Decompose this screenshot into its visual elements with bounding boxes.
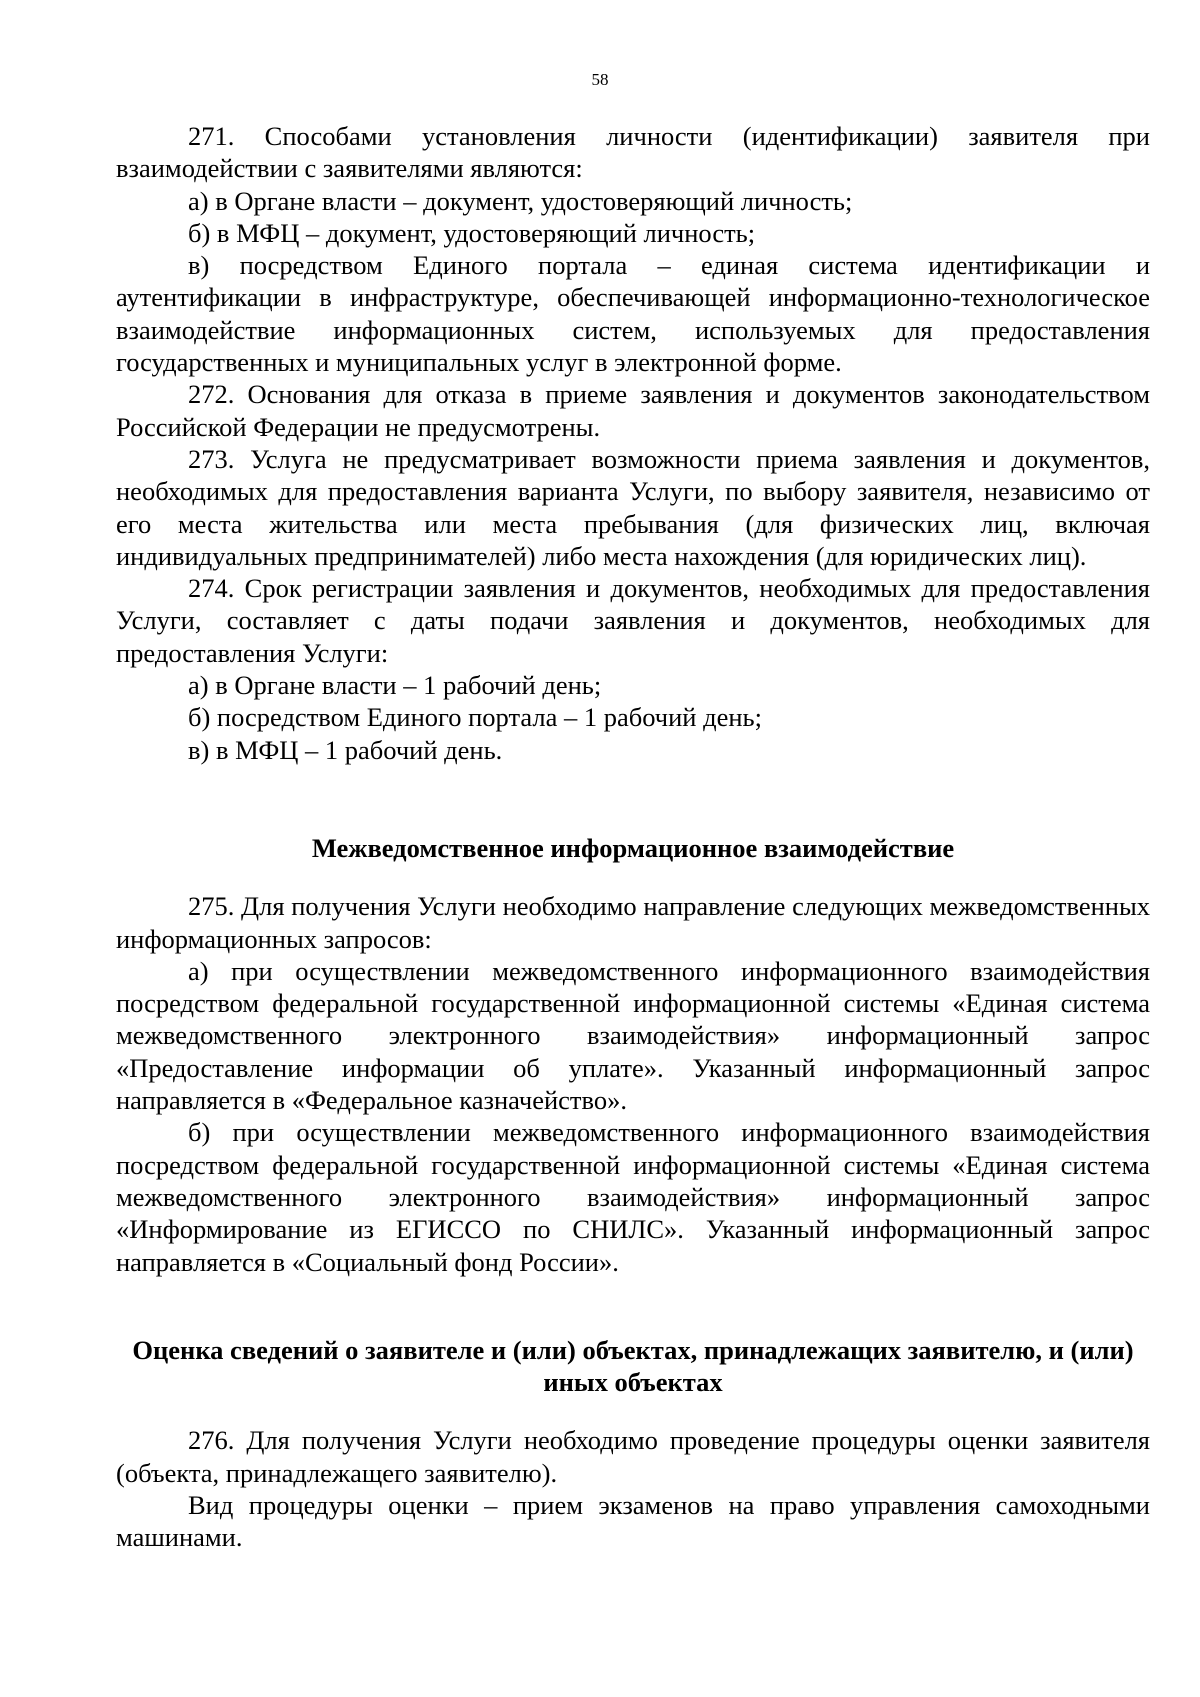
page-number: 58	[591, 70, 609, 89]
paragraph-271: 271. Способами установления личности (идентификации) заявителя при взаимодействии с заявителями являются:	[116, 121, 1150, 184]
list-item-274-c: в) в МФЦ – 1 рабочий день.	[188, 734, 503, 765]
paragraph-275: 275. Для получения Услуги необходимо направление следующих межведомственных информационных запросов:	[116, 891, 1150, 954]
document-body	[116, 120, 1150, 1554]
section-interagency	[116, 890, 1150, 1278]
list-item-271-c: в) посредством Единого портала – единая система идентификации и аутентификации в инфраструктуре, обеспечивающей информационно-технологическое взаимодействие информационных систем, используемых для предоставления государственных и муниципальных услуг в электронной форме.	[116, 250, 1150, 378]
section-heading-interagency: Межведомственное информационное взаимодействие	[311, 832, 955, 863]
paragraph-assessment-type: Вид процедуры оценки – прием экзаменов на право управления самоходными машинами.	[116, 1489, 1150, 1553]
section-identification	[116, 120, 1150, 766]
list-item-275-a: а) при осуществлении межведомственного информационного взаимодействия посредством федеральной государственной информационной системы «Единая система межведомственного электронного взаимодействия» информационный запрос «Предоставление информации об уплате». Указанный информационный запрос направляется в «Федеральное казначейство».	[116, 955, 1150, 1116]
paragraph-274: 274. Срок регистрации заявления и документов, необходимых для предоставления Услуги, составляет с даты подачи заявления и документов, необходимых для предоставления Услуги:	[116, 573, 1150, 668]
section-heading-assessment: Оценка сведений о заявителе и (или) объектах, принадлежащих заявителю, и (или) иных объектах	[132, 1334, 1134, 1398]
list-item-274-b: б) посредством Единого портала – 1 рабочий день;	[188, 702, 762, 733]
paragraph-276: 276. Для получения Услуги необходимо проведение процедуры оценки заявителя (объекта, принадлежащего заявителю).	[116, 1425, 1150, 1488]
list-item-274-a: а) в Органе власти – 1 рабочий день;	[188, 670, 602, 701]
list-item-271-b: б) в МФЦ – документ, удостоверяющий личность;	[188, 217, 756, 248]
section-assessment	[116, 1424, 1150, 1553]
paragraph-272: 272. Основания для отказа в приеме заявления и документов законодательством Российской Федерации не предусмотрены.	[116, 379, 1150, 442]
list-item-271-a: а) в Органе власти – документ, удостоверяющий личность;	[188, 185, 853, 216]
list-item-275-b: б) при осуществлении межведомственного информационного взаимодействия посредством федеральной государственной информационной системы «Единая система межведомственного электронного взаимодействия» информационный запрос «Информирование из ЕГИССО по СНИЛС». Указанный информационный запрос направляется в «Социальный фонд России».	[116, 1117, 1150, 1277]
paragraph-273: 273. Услуга не предусматривает возможности приема заявления и документов, необходимых для предоставления варианта Услуги, по выбору заявителя, независимо от его места жительства или места пребывания (для физических лиц, включая индивидуальных предпринимателей) либо места нахождения (для юридических лиц).	[116, 443, 1150, 571]
